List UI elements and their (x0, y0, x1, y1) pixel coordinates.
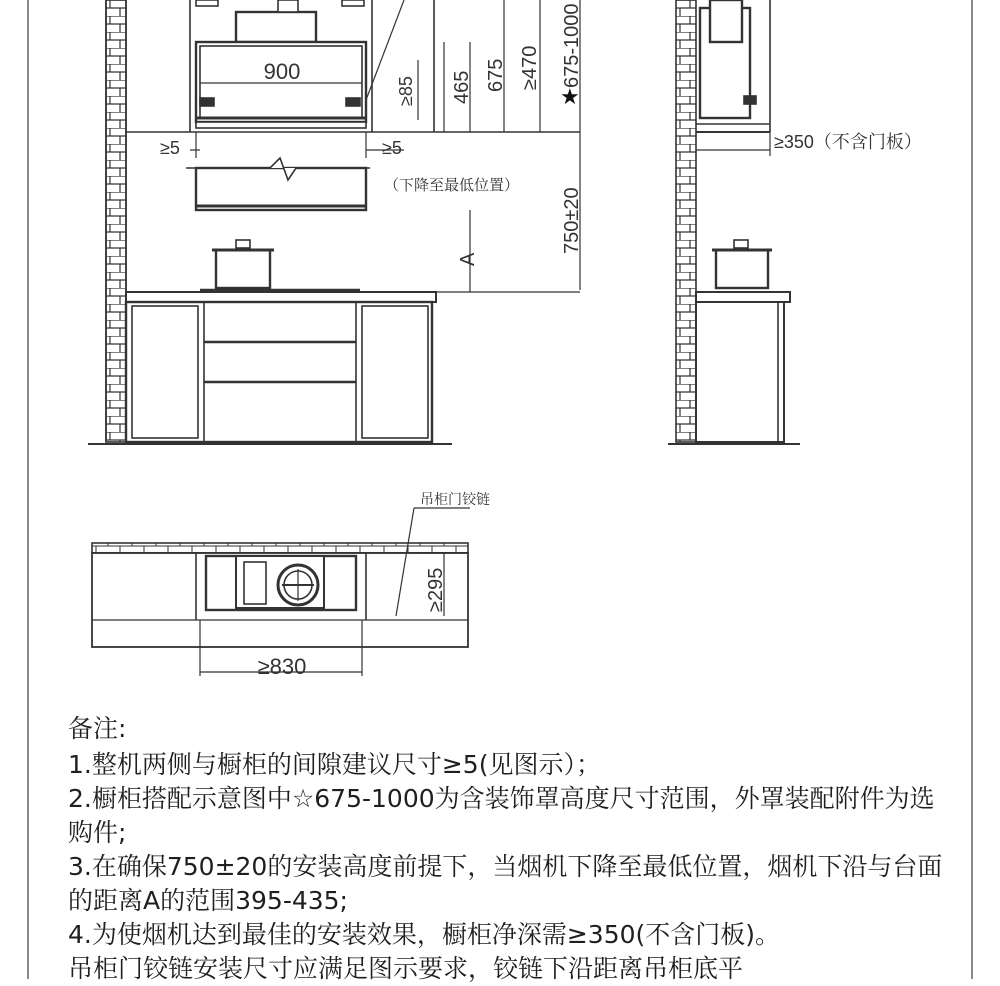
dim-range-label: 675-1000 (561, 3, 583, 88)
side-view (668, 0, 922, 444)
front-view (88, 0, 583, 444)
side-pot (716, 250, 768, 288)
top-view (92, 491, 490, 679)
gap-right-label: ≥5 (382, 138, 402, 158)
top-brick-wall (92, 543, 468, 553)
note-item-4: 4.为使烟机达到最佳的安装效果，橱柜净深需≥350(不含门板)。 (68, 920, 781, 949)
front-hood-lowered (196, 168, 366, 210)
notes-section (68, 712, 948, 986)
note-item-3: 3.在确保750±20的安装高度前提下，当烟机下降至最低位置，烟机下沿与台面的距离A的范围395-435; (68, 852, 943, 915)
front-brick-wall (106, 0, 126, 442)
gap-left-label: ≥5 (160, 138, 180, 158)
dim-470-label: ≥470 (519, 45, 541, 90)
side-depth-label: ≥350（不含门板） (774, 132, 922, 152)
notes-title: 备注: (68, 714, 127, 743)
dim-675-label: 675 (485, 58, 507, 92)
front-chimney (236, 12, 316, 42)
side-base-cabinet (696, 302, 784, 442)
front-base-cabinet (126, 302, 432, 442)
top-width-label: ≥830 (257, 654, 307, 679)
hinge-label: 吊柜门铰链 (420, 491, 490, 507)
lowered-note: （下降至最低位置） (384, 177, 520, 194)
note-item-1: 1.整机两侧与橱柜的间隙建议尺寸≥5(见图示）； (68, 750, 601, 779)
top-depth-label: ≥295 (425, 567, 447, 612)
dim-85-label: ≥85 (396, 76, 416, 106)
front-pot (216, 250, 270, 288)
note-item-2: 2.橱柜搭配示意图中☆675-1000为含装饰罩高度尺寸范围，外罩装配附件为选购件; (68, 784, 935, 847)
star-mark: ★ (560, 84, 580, 109)
height-750-label: 750±20 (561, 187, 583, 254)
width-900-label: 900 (263, 59, 301, 84)
a-label: A (457, 252, 479, 266)
dim-465-label: 465 (451, 70, 473, 104)
front-countertop (126, 292, 436, 302)
side-brick-wall (676, 0, 696, 442)
note-item-5: 吊柜门铰链安装尺寸应满足图示要求，铰链下沿距离吊柜底平 (68, 954, 744, 983)
side-countertop (696, 292, 790, 302)
